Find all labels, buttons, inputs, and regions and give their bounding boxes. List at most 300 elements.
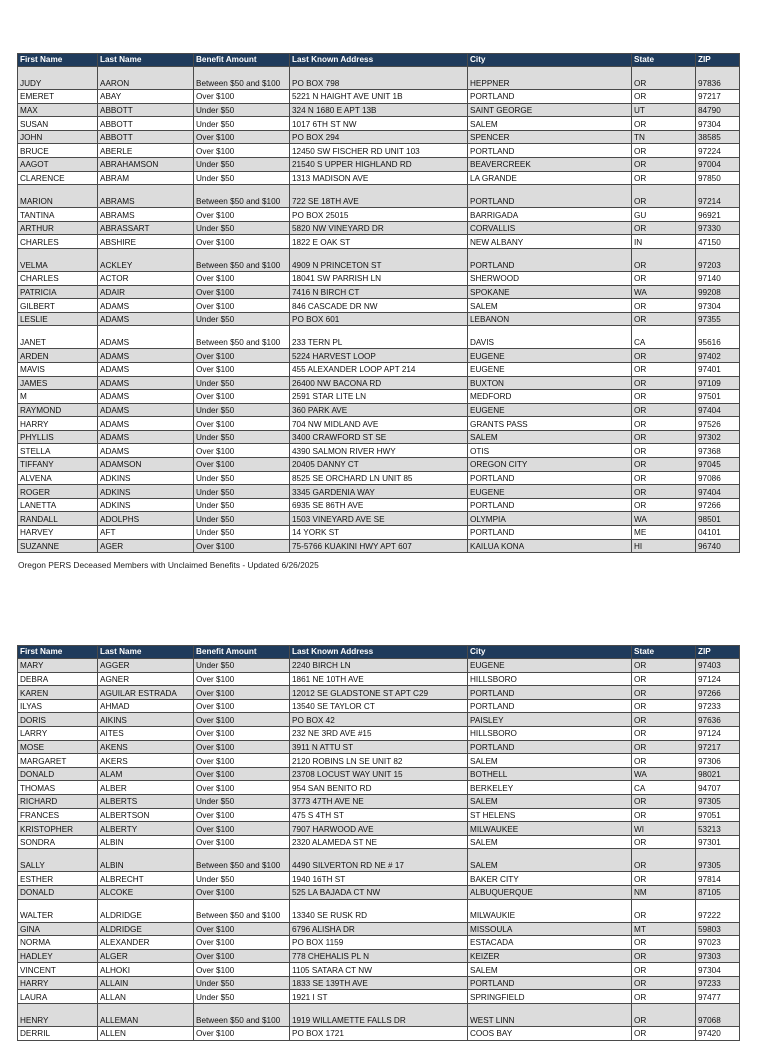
cell-last-name: ABSHIRE [98, 235, 194, 249]
cell-last-name: ADAMS [98, 403, 194, 417]
cell-city: PORTLAND [468, 144, 632, 158]
cell-city: CORVALLIS [468, 221, 632, 235]
cell-zip: 97636 [696, 713, 740, 727]
cell-state: OR [632, 794, 696, 808]
table-row [18, 885, 740, 899]
table-row [18, 512, 740, 526]
cell-last-known-address: 1940 16TH ST [290, 872, 468, 886]
table-body [18, 659, 740, 1041]
cell-last-name: AKENS [98, 740, 194, 754]
table-row [18, 376, 740, 390]
cell-benefit-amount: Under $50 [194, 659, 290, 673]
cell-city: KAILUA KONA [468, 539, 632, 553]
cell-state: OR [632, 444, 696, 458]
cell-state: OR [632, 376, 696, 390]
cell-benefit-amount: Over $100 [194, 936, 290, 950]
cell-city: EUGENE [468, 362, 632, 376]
table-row [18, 726, 740, 740]
cell-last-known-address: 6796 ALISHA DR [290, 922, 468, 936]
cell-last-known-address: 1313 MADISON AVE [290, 171, 468, 185]
cell-city: HILLSBORO [468, 726, 632, 740]
column-header-last-known-address: Last Known Address [290, 54, 468, 67]
cell-state: OR [632, 849, 696, 872]
cell-last-known-address: PO BOX 798 [290, 67, 468, 90]
table-row [18, 349, 740, 363]
cell-state: OR [632, 417, 696, 431]
cell-state: OR [632, 67, 696, 90]
cell-zip: 97124 [696, 726, 740, 740]
cell-city: SPRINGFIELD [468, 990, 632, 1004]
cell-zip: 84790 [696, 103, 740, 117]
table-row [18, 990, 740, 1004]
cell-last-known-address: 3400 CRAWFORD ST SE [290, 430, 468, 444]
cell-state: HI [632, 539, 696, 553]
cell-last-known-address: 7907 HARWOOD AVE [290, 822, 468, 836]
cell-state: OR [632, 185, 696, 208]
cell-benefit-amount: Over $100 [194, 740, 290, 754]
cell-zip: 53213 [696, 822, 740, 836]
cell-zip: 97023 [696, 936, 740, 950]
cell-benefit-amount: Under $50 [194, 430, 290, 444]
cell-state: OR [632, 949, 696, 963]
cell-city: MEDFORD [468, 390, 632, 404]
table-row [18, 808, 740, 822]
cell-state: OR [632, 117, 696, 131]
cell-state: WI [632, 822, 696, 836]
cell-first-name: FRANCES [18, 808, 98, 822]
cell-first-name: HADLEY [18, 949, 98, 963]
cell-zip: 97355 [696, 312, 740, 326]
cell-city: SALEM [468, 849, 632, 872]
column-header-city: City [468, 646, 632, 659]
cell-last-name: ALEXANDER [98, 936, 194, 950]
cell-last-name: AHMAD [98, 699, 194, 713]
cell-last-known-address: 2320 ALAMEDA ST NE [290, 835, 468, 849]
cell-state: OR [632, 485, 696, 499]
cell-last-known-address: 5224 HARVEST LOOP [290, 349, 468, 363]
cell-last-name: AGUILAR ESTRADA [98, 686, 194, 700]
cell-last-name: ADAIR [98, 285, 194, 299]
cell-last-known-address: 1919 WILLAMETTE FALLS DR [290, 1004, 468, 1027]
cell-last-name: ALLEN [98, 1027, 194, 1041]
cell-last-known-address: 2240 BIRCH LN [290, 659, 468, 673]
cell-benefit-amount: Under $50 [194, 498, 290, 512]
cell-state: OR [632, 312, 696, 326]
cell-city: PORTLAND [468, 90, 632, 104]
cell-zip: 97217 [696, 90, 740, 104]
cell-first-name: SUZANNE [18, 539, 98, 553]
column-header-benefit-amount: Benefit Amount [194, 646, 290, 659]
cell-state: WA [632, 285, 696, 299]
cell-city: PORTLAND [468, 185, 632, 208]
table-row [18, 471, 740, 485]
table-row [18, 403, 740, 417]
cell-zip: 97305 [696, 849, 740, 872]
cell-zip: 94707 [696, 781, 740, 795]
cell-city: LA GRANDE [468, 171, 632, 185]
cell-zip: 97214 [696, 185, 740, 208]
table-row [18, 312, 740, 326]
cell-last-name: ALBIN [98, 835, 194, 849]
cell-zip: 97420 [696, 1027, 740, 1041]
cell-last-name: ALLEMAN [98, 1004, 194, 1027]
cell-zip: 97140 [696, 271, 740, 285]
cell-zip: 97836 [696, 67, 740, 90]
cell-city: PORTLAND [468, 686, 632, 700]
cell-state: WA [632, 512, 696, 526]
cell-city: SALEM [468, 794, 632, 808]
table-row [18, 299, 740, 313]
table-row [18, 208, 740, 222]
cell-state: OR [632, 699, 696, 713]
cell-zip: 97302 [696, 430, 740, 444]
table-row [18, 130, 740, 144]
table-row [18, 794, 740, 808]
cell-benefit-amount: Between $50 and $100 [194, 185, 290, 208]
cell-first-name: MARGARET [18, 754, 98, 768]
table-row [18, 285, 740, 299]
cell-city: SALEM [468, 754, 632, 768]
cell-city: SAINT GEORGE [468, 103, 632, 117]
cell-last-name: ABRAMS [98, 208, 194, 222]
cell-zip: 97814 [696, 872, 740, 886]
table-row [18, 699, 740, 713]
cell-zip: 97402 [696, 349, 740, 363]
cell-last-name: ADAMS [98, 390, 194, 404]
cell-last-known-address: 1861 NE 10TH AVE [290, 672, 468, 686]
cell-last-known-address: 455 ALEXANDER LOOP APT 214 [290, 362, 468, 376]
cell-state: OR [632, 458, 696, 472]
cell-last-known-address: PO BOX 601 [290, 312, 468, 326]
cell-city: EUGENE [468, 659, 632, 673]
cell-state: OR [632, 90, 696, 104]
table-row [18, 976, 740, 990]
cell-last-known-address: 12012 SE GLADSTONE ST APT C29 [290, 686, 468, 700]
cell-last-name: ADAMS [98, 349, 194, 363]
cell-zip: 47150 [696, 235, 740, 249]
cell-first-name: HENRY [18, 1004, 98, 1027]
column-header-benefit-amount: Benefit Amount [194, 54, 290, 67]
cell-benefit-amount: Under $50 [194, 221, 290, 235]
cell-state: OR [632, 171, 696, 185]
cell-zip: 97304 [696, 117, 740, 131]
table-row [18, 458, 740, 472]
cell-city: SALEM [468, 963, 632, 977]
cell-city: PAISLEY [468, 713, 632, 727]
cell-benefit-amount: Over $100 [194, 963, 290, 977]
cell-city: BEAVERCREEK [468, 157, 632, 171]
cell-zip: 97330 [696, 221, 740, 235]
cell-state: OR [632, 299, 696, 313]
cell-first-name: MOSE [18, 740, 98, 754]
cell-last-known-address: 4909 N PRINCETON ST [290, 248, 468, 271]
cell-last-known-address: 5221 N HAIGHT AVE UNIT 1B [290, 90, 468, 104]
cell-last-name: ADOLPHS [98, 512, 194, 526]
table-row [18, 271, 740, 285]
cell-state: OR [632, 936, 696, 950]
cell-benefit-amount: Under $50 [194, 512, 290, 526]
cell-benefit-amount: Over $100 [194, 822, 290, 836]
cell-zip: 97401 [696, 362, 740, 376]
cell-last-name: ADAMS [98, 444, 194, 458]
cell-zip: 96921 [696, 208, 740, 222]
cell-city: ST HELENS [468, 808, 632, 822]
cell-state: TN [632, 130, 696, 144]
cell-city: MILWAUKIE [468, 899, 632, 922]
cell-last-name: ALBERTS [98, 794, 194, 808]
cell-first-name: HARVEY [18, 526, 98, 540]
cell-city: BOTHELL [468, 767, 632, 781]
cell-first-name: ALVENA [18, 471, 98, 485]
cell-benefit-amount: Over $100 [194, 235, 290, 249]
cell-last-known-address: PO BOX 42 [290, 713, 468, 727]
cell-zip: 97004 [696, 157, 740, 171]
cell-last-name: ALLAIN [98, 976, 194, 990]
cell-benefit-amount: Over $100 [194, 539, 290, 553]
cell-first-name: GINA [18, 922, 98, 936]
cell-city: EUGENE [468, 403, 632, 417]
cell-last-name: AFT [98, 526, 194, 540]
cell-benefit-amount: Over $100 [194, 208, 290, 222]
cell-first-name: JOHN [18, 130, 98, 144]
table-row [18, 1004, 740, 1027]
cell-state: CA [632, 326, 696, 349]
cell-last-name: ALGER [98, 949, 194, 963]
cell-state: OR [632, 1004, 696, 1027]
cell-last-known-address: 778 CHEHALIS PL N [290, 949, 468, 963]
cell-benefit-amount: Over $100 [194, 458, 290, 472]
table-row [18, 822, 740, 836]
cell-last-known-address: 3911 N ATTU ST [290, 740, 468, 754]
table-row [18, 485, 740, 499]
cell-state: OR [632, 963, 696, 977]
cell-benefit-amount: Between $50 and $100 [194, 849, 290, 872]
cell-first-name: DONALD [18, 885, 98, 899]
cell-city: OLYMPIA [468, 512, 632, 526]
cell-state: OR [632, 362, 696, 376]
cell-last-known-address: 1017 6TH ST NW [290, 117, 468, 131]
cell-last-name: ABRAM [98, 171, 194, 185]
cell-zip: 98021 [696, 767, 740, 781]
column-header-zip: ZIP [696, 54, 740, 67]
cell-last-known-address: 21540 S UPPER HIGHLAND RD [290, 157, 468, 171]
cell-benefit-amount: Under $50 [194, 312, 290, 326]
cell-last-name: ADAMS [98, 312, 194, 326]
table-row [18, 444, 740, 458]
cell-state: OR [632, 754, 696, 768]
cell-benefit-amount: Between $50 and $100 [194, 248, 290, 271]
cell-benefit-amount: Under $50 [194, 103, 290, 117]
cell-first-name: BRUCE [18, 144, 98, 158]
cell-state: OR [632, 808, 696, 822]
cell-city: BARRIGADA [468, 208, 632, 222]
table-row [18, 949, 740, 963]
table-row [18, 781, 740, 795]
cell-last-name: ADKINS [98, 471, 194, 485]
cell-zip: 97233 [696, 699, 740, 713]
cell-state: OR [632, 672, 696, 686]
cell-state: OR [632, 740, 696, 754]
cell-benefit-amount: Under $50 [194, 526, 290, 540]
cell-state: WA [632, 767, 696, 781]
cell-first-name: MAX [18, 103, 98, 117]
cell-first-name: MARION [18, 185, 98, 208]
cell-first-name: JANET [18, 326, 98, 349]
cell-zip: 97404 [696, 403, 740, 417]
cell-first-name: RANDALL [18, 512, 98, 526]
cell-last-known-address: 13340 SE RUSK RD [290, 899, 468, 922]
cell-state: OR [632, 498, 696, 512]
cell-last-name: AGER [98, 539, 194, 553]
cell-first-name: SONDRA [18, 835, 98, 849]
cell-zip: 97403 [696, 659, 740, 673]
table-row [18, 390, 740, 404]
cell-first-name: CHARLES [18, 271, 98, 285]
cell-city: PORTLAND [468, 471, 632, 485]
column-header-city: City [468, 54, 632, 67]
cell-zip: 04101 [696, 526, 740, 540]
cell-last-known-address: 75-5766 KUAKINI HWY APT 607 [290, 539, 468, 553]
table-row [18, 498, 740, 512]
table-row [18, 430, 740, 444]
cell-benefit-amount: Over $100 [194, 949, 290, 963]
cell-benefit-amount: Over $100 [194, 699, 290, 713]
cell-last-name: ABBOTT [98, 103, 194, 117]
cell-zip: 97222 [696, 899, 740, 922]
cell-zip: 97109 [696, 376, 740, 390]
table-row [18, 417, 740, 431]
table-row [18, 117, 740, 131]
cell-first-name: MARY [18, 659, 98, 673]
cell-first-name: NORMA [18, 936, 98, 950]
cell-last-name: ADKINS [98, 485, 194, 499]
table-row [18, 713, 740, 727]
cell-first-name: ARDEN [18, 349, 98, 363]
cell-last-known-address: 6935 SE 86TH AVE [290, 498, 468, 512]
table-header-row [18, 54, 740, 67]
table-row [18, 248, 740, 271]
table-row [18, 235, 740, 249]
cell-first-name: LARRY [18, 726, 98, 740]
cell-first-name: CHARLES [18, 235, 98, 249]
cell-state: OR [632, 899, 696, 922]
table-row [18, 936, 740, 950]
cell-benefit-amount: Under $50 [194, 794, 290, 808]
cell-zip: 87105 [696, 885, 740, 899]
column-header-first-name: First Name [18, 54, 98, 67]
table-row [18, 1027, 740, 1041]
cell-first-name: TIFFANY [18, 458, 98, 472]
cell-city: SALEM [468, 835, 632, 849]
cell-city: DAVIS [468, 326, 632, 349]
cell-first-name: DERRIL [18, 1027, 98, 1041]
cell-benefit-amount: Over $100 [194, 144, 290, 158]
cell-last-name: AKERS [98, 754, 194, 768]
cell-city: SALEM [468, 430, 632, 444]
cell-zip: 97404 [696, 485, 740, 499]
cell-benefit-amount: Over $100 [194, 444, 290, 458]
cell-zip: 97217 [696, 740, 740, 754]
cell-first-name: RAYMOND [18, 403, 98, 417]
cell-benefit-amount: Between $50 and $100 [194, 1004, 290, 1027]
column-header-last-name: Last Name [98, 646, 194, 659]
cell-first-name: RICHARD [18, 794, 98, 808]
cell-last-known-address: 846 CASCADE DR NW [290, 299, 468, 313]
cell-city: WEST LINN [468, 1004, 632, 1027]
cell-zip: 59803 [696, 922, 740, 936]
table-row [18, 872, 740, 886]
cell-first-name: PATRICIA [18, 285, 98, 299]
cell-first-name: HARRY [18, 976, 98, 990]
cell-last-name: ADAMS [98, 417, 194, 431]
cell-benefit-amount: Between $50 and $100 [194, 899, 290, 922]
cell-first-name: MAVIS [18, 362, 98, 376]
cell-zip: 97526 [696, 417, 740, 431]
cell-last-known-address: 4390 SALMON RIVER HWY [290, 444, 468, 458]
cell-first-name: WALTER [18, 899, 98, 922]
table-row [18, 526, 740, 540]
cell-last-name: ACKLEY [98, 248, 194, 271]
cell-zip: 99208 [696, 285, 740, 299]
cell-benefit-amount: Over $100 [194, 417, 290, 431]
cell-first-name: TANTINA [18, 208, 98, 222]
cell-last-name: ACTOR [98, 271, 194, 285]
cell-zip: 97850 [696, 171, 740, 185]
cell-city: MISSOULA [468, 922, 632, 936]
cell-city: PORTLAND [468, 498, 632, 512]
cell-city: OTIS [468, 444, 632, 458]
table-row [18, 922, 740, 936]
cell-last-known-address: 232 NE 3RD AVE #15 [290, 726, 468, 740]
cell-zip: 97266 [696, 686, 740, 700]
cell-last-known-address: 1822 E OAK ST [290, 235, 468, 249]
cell-state: OR [632, 1027, 696, 1041]
cell-zip: 97306 [696, 754, 740, 768]
cell-last-known-address: PO BOX 25015 [290, 208, 468, 222]
cell-first-name: CLARENCE [18, 171, 98, 185]
cell-city: LEBANON [468, 312, 632, 326]
cell-last-known-address: 8525 SE ORCHARD LN UNIT 85 [290, 471, 468, 485]
column-header-state: State [632, 646, 696, 659]
cell-first-name: DEBRA [18, 672, 98, 686]
table-header-row [18, 646, 740, 659]
cell-last-known-address: 12450 SW FISCHER RD UNIT 103 [290, 144, 468, 158]
cell-last-known-address: 475 S 4TH ST [290, 808, 468, 822]
table-row [18, 221, 740, 235]
cell-benefit-amount: Over $100 [194, 767, 290, 781]
cell-last-known-address: 23708 LOCUST WAY UNIT 15 [290, 767, 468, 781]
cell-zip: 97305 [696, 794, 740, 808]
column-header-state: State [632, 54, 696, 67]
cell-last-name: ABBOTT [98, 130, 194, 144]
cell-last-known-address: 324 N 1680 E APT 13B [290, 103, 468, 117]
table-row [18, 90, 740, 104]
cell-last-name: ALCOKE [98, 885, 194, 899]
cell-last-name: ALLAN [98, 990, 194, 1004]
cell-benefit-amount: Under $50 [194, 872, 290, 886]
table-row [18, 849, 740, 872]
cell-last-known-address: 3345 GARDENIA WAY [290, 485, 468, 499]
cell-benefit-amount: Over $100 [194, 90, 290, 104]
cell-state: GU [632, 208, 696, 222]
cell-zip: 97051 [696, 808, 740, 822]
unclaimed-benefits-table-2 [17, 645, 740, 1041]
cell-zip: 97301 [696, 835, 740, 849]
cell-zip: 97233 [696, 976, 740, 990]
cell-state: ME [632, 526, 696, 540]
table-row [18, 686, 740, 700]
cell-last-known-address: PO BOX 1159 [290, 936, 468, 950]
